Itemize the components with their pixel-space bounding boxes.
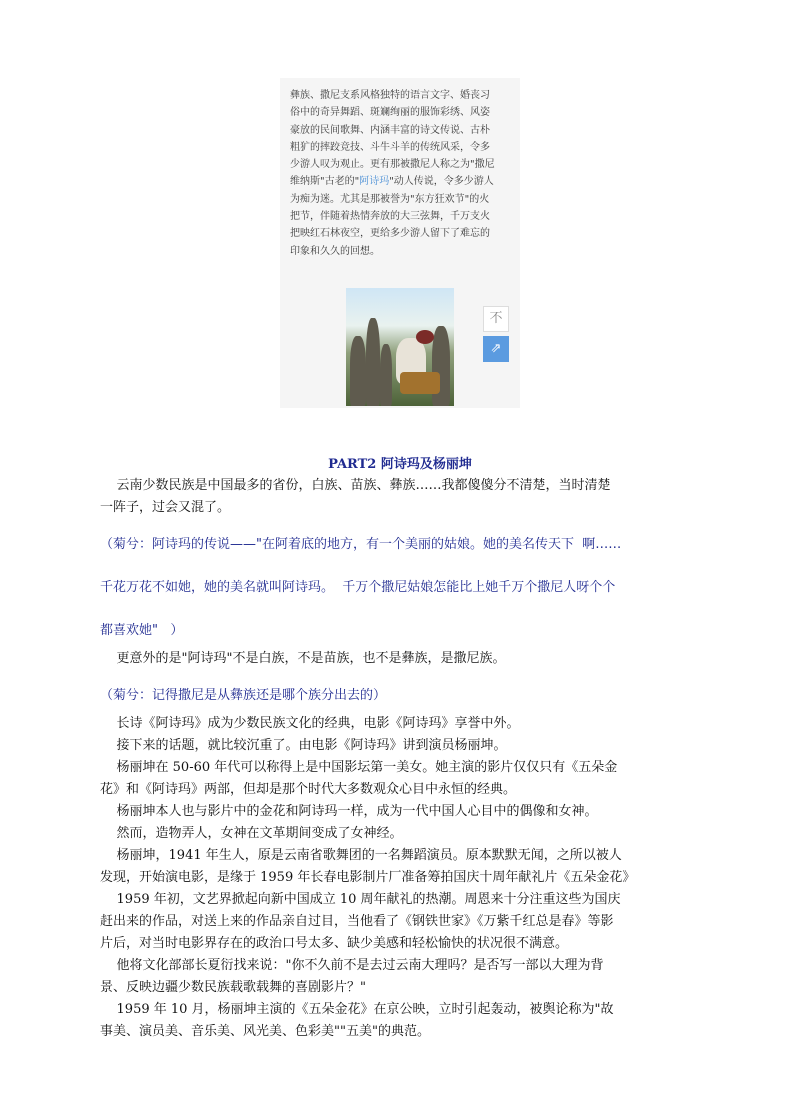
- basket: [400, 372, 440, 394]
- note-text: 千花万花不如她，她的美名就叫阿诗玛。 千万个撒尼姑娘怎能比上她千万个撒尼人呀个个: [100, 580, 616, 595]
- article-line: 把节，伴随着热情奔放的大三弦舞，千万支火: [290, 211, 490, 223]
- share-button[interactable]: [483, 336, 509, 362]
- note-text: （菊兮：阿诗玛的传说——"在阿着底的地方，有一个美丽的姑娘。她的美名传天下 啊……: [100, 537, 622, 552]
- ashima-link[interactable]: 阿诗玛: [359, 176, 390, 188]
- article-card: [280, 78, 520, 408]
- paragraph: 他将文化部部长夏衍找来说："你不久前不是去过云南大理吗？是否写一部以大理为背: [100, 958, 604, 973]
- share-icon: ⇗: [490, 341, 502, 356]
- note-text: 都喜欢她" ）: [100, 623, 184, 638]
- paragraph: 赶出来的作品，对送上来的作品亲自过目，当他看了《钢铁世家》《万紫千红总是春》等影: [100, 914, 614, 929]
- paragraph: 更意外的是"阿诗玛"不是白族，不是苗族，也不是彝族，是撒尼族。: [100, 651, 506, 666]
- paragraph: 片后，对当时电影界存在的政治口号太多、缺少美感和轻松愉快的状况很不满意。: [100, 936, 569, 951]
- article-line: 为痴为迷。尤其是那被誉为"东方狂欢节"的火: [290, 193, 490, 205]
- stone-forest-photo: [346, 288, 454, 406]
- dislike-button[interactable]: [483, 306, 509, 332]
- article-line: 维纳斯"古老的": [290, 176, 360, 188]
- section-heading: PART2 阿诗玛及杨丽坤: [328, 457, 472, 472]
- paragraph: 发现，开始演电影，是缘于 1959 年长春电影制片厂准备筹拍国庆十周年献礼片《五朵金花》: [100, 870, 636, 885]
- note-text: （菊兮：记得撒尼是从彝族还是哪个族分出去的）: [100, 688, 387, 703]
- rock-shape: [366, 318, 380, 406]
- paragraph: 杨丽坤在 50-60 年代可以称得上是中国影坛第一美女。她主演的影片仅仅只有《五朵金: [100, 760, 618, 775]
- article-line: 俗中的奇异舞蹈、斑斓绚丽的服饰彩绣、风姿: [290, 107, 490, 119]
- paragraph: 一阵子，过会又混了。: [100, 500, 231, 515]
- paragraph: 接下来的话题，就比较沉重了。由电影《阿诗玛》讲到演员杨丽坤。: [100, 738, 507, 753]
- article-line: 少游人叹为观止。更有那被撒尼人称之为"撒尼: [290, 159, 495, 171]
- article-line: 把映红石林夜空，更给多少游人留下了难忘的: [290, 228, 490, 240]
- rock-shape: [380, 344, 392, 406]
- paragraph: 1959 年初，文艺界掀起向新中国成立 10 周年献礼的热潮。周恩来十分注重这些为国庆: [100, 892, 621, 907]
- headdress: [416, 330, 434, 344]
- paragraph: 杨丽坤本人也与影片中的金花和阿诗玛一样，成为一代中国人心目中的偶像和女神。: [100, 804, 598, 819]
- paragraph: 然而，造物弄人，女神在文革期间变成了女神经。: [100, 826, 403, 841]
- paragraph: 1959 年 10 月，杨丽坤主演的《五朵金花》在京公映，立时引起轰动，被舆论称为"故: [100, 1002, 614, 1017]
- article-line: "动人传说，令多少游人: [389, 176, 494, 188]
- paragraph: 长诗《阿诗玛》成为少数民族文化的经典，电影《阿诗玛》享誉中外。: [100, 716, 520, 731]
- article-line: 豪放的民间歌舞、内涵丰富的诗文传说、古朴: [290, 124, 490, 136]
- rock-shape: [432, 326, 450, 406]
- rock-shape: [350, 336, 366, 406]
- article-line: 彝族、撒尼支系风格独特的语言文字、婚丧习: [290, 90, 490, 101]
- article-line: 印象和久久的回想。: [290, 245, 380, 257]
- paragraph: 花》和《阿诗玛》两部，但却是那个时代大多数观众心目中永恒的经典。: [100, 782, 517, 797]
- paragraph: 云南少数民族是中国最多的省份，白族、苗族、彝族……我都傻傻分不清楚，当时清楚: [100, 478, 611, 493]
- paragraph: 景、反映边疆少数民族载歌载舞的喜剧影片？": [100, 980, 366, 995]
- article-text: [290, 87, 512, 260]
- article-line: 粗犷的摔跤竞技、斗牛斗羊的传统风采，令多: [290, 141, 490, 153]
- paragraph: 杨丽坤，1941 年生人，原是云南省歌舞团的一名舞蹈演员。原本默默无闻，之所以被人: [100, 848, 622, 863]
- dislike-icon: 不: [489, 311, 503, 326]
- paragraph: 事美、演员美、音乐美、风光美、色彩美""五美"的典范。: [100, 1024, 430, 1039]
